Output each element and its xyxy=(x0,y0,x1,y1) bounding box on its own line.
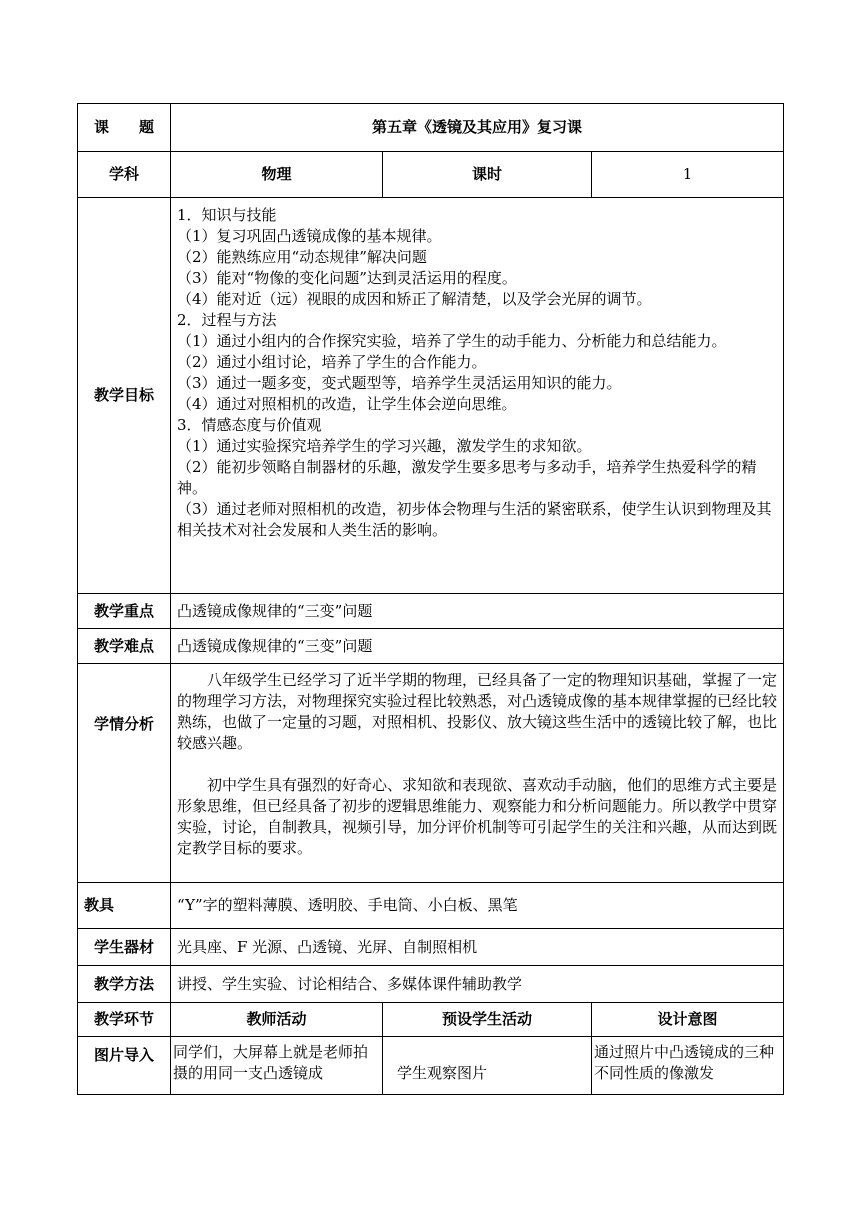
goals-line: （2）通过小组讨论，培养了学生的合作能力。 xyxy=(177,353,487,371)
tools-text: “Y”字的塑料薄膜、透明胶、手电筒、小白板、黑笔 xyxy=(171,883,784,929)
teacher-activity-header: 教师活动 xyxy=(171,1003,383,1037)
key-point-label: 教学重点 xyxy=(78,594,171,629)
method-label: 教学方法 xyxy=(78,966,171,1003)
subject-value: 物理 xyxy=(171,152,383,198)
subject-label: 学科 xyxy=(78,152,171,198)
equipment-text: 光具座、F 光源、凸透镜、光屏、自制照相机 xyxy=(171,929,784,966)
stage-header: 教学环节 xyxy=(78,1003,171,1037)
goals-row xyxy=(78,198,784,594)
goals-content xyxy=(171,198,784,594)
tools-label: 教具 xyxy=(78,883,171,929)
goals-line: 2．过程与方法 xyxy=(177,311,277,329)
tools-row xyxy=(78,883,784,929)
goals-line: （2）能熟练应用“动态规律”解决问题 xyxy=(177,248,427,266)
equipment-row xyxy=(78,929,784,966)
difficulty-label: 教学难点 xyxy=(78,629,171,664)
method-text: 讲授、学生实验、讨论相结合、多媒体课件辅助教学 xyxy=(171,966,784,1003)
topic-label: 课 题 xyxy=(78,104,171,152)
goals-line: （1）复习巩固凸透镜成像的基本规律。 xyxy=(177,227,442,245)
goals-line: 3．情感态度与价值观 xyxy=(177,416,322,434)
analysis-paragraph: 初中学生具有强烈的好奇心、求知欲和表现欲、喜欢动手动脑，他们的思维方式主要是形象思维，但已经具备了初步的逻辑思维能力、观察能力和分析问题能力。所以教学中贯穿实验，讨论，自制教具，视频引导，加分评价机制等可引起学生的关注和兴趣，从而达到既定教学目标的要求。 xyxy=(177,776,778,857)
analysis-label: 学情分析 xyxy=(78,664,171,883)
lesson-plan-table xyxy=(77,103,784,1095)
analysis-paragraph: 八年级学生已经学习了近半学期的物理，已经具备了一定的物理知识基础，掌握了一定的物理学习方法，对物理探究实验过程比较熟悉，对凸透镜成像的基本规律掌握的已经比较熟练，也做了一定量的习题，对照相机、投影仪、放大镜这些生活中的透镜比较了解，也比较感兴趣。 xyxy=(177,671,778,752)
goals-line: （3）通过老师对照相机的改造，初步体会物理与生活的紧密联系，使学生认识到物理及其相关技术对社会发展和人类生活的影响。 xyxy=(177,500,772,539)
period-value: 1 xyxy=(592,152,784,198)
topic-title: 第五章《透镜及其应用》复习课 xyxy=(171,104,784,152)
equipment-label: 学生器材 xyxy=(78,929,171,966)
goals-line: （3）通过一题多变，变式题型等，培养学生灵活运用知识的能力。 xyxy=(177,374,622,392)
key-point-row xyxy=(78,594,784,629)
analysis-content xyxy=(171,664,784,883)
analysis-row xyxy=(78,664,784,883)
goals-line: （2）能初步领略自制器材的乐趣，激发学生要多思考与多动手，培养学生热爱科学的精神。 xyxy=(177,458,757,497)
subject-row xyxy=(78,152,784,198)
period-label: 课时 xyxy=(383,152,592,198)
design-intent-header: 设计意图 xyxy=(592,1003,784,1037)
teacher-activity-cell: 同学们，大屏幕上就是老师拍摄的用同一支凸透镜成 xyxy=(171,1037,383,1095)
student-activity-header: 预设学生活动 xyxy=(383,1003,592,1037)
goals-line: （1）通过小组内的合作探究实验，培养了学生的动手能力、分析能力和总结能力。 xyxy=(177,332,727,350)
method-row xyxy=(78,966,784,1003)
process-header-row xyxy=(78,1003,784,1037)
key-point-text: 凸透镜成像规律的“三变”问题 xyxy=(171,594,784,629)
goals-line: （4）通过对照相机的改造，让学生体会逆向思维。 xyxy=(177,395,517,413)
difficulty-text: 凸透镜成像规律的“三变”问题 xyxy=(171,629,784,664)
student-activity-cell: 学生观察图片 xyxy=(383,1037,592,1095)
goals-line: 1．知识与技能 xyxy=(177,206,277,224)
stage-cell: 图片导入 xyxy=(78,1037,171,1095)
difficulty-row xyxy=(78,629,784,664)
topic-row xyxy=(78,104,784,152)
table-row xyxy=(78,1037,784,1095)
goals-line: （3）能对“物像的变化问题”达到灵活运用的程度。 xyxy=(177,269,517,287)
goals-label: 教学目标 xyxy=(78,198,171,594)
goals-line: （1）通过实验探究培养学生的学习兴趣，激发学生的求知欲。 xyxy=(177,437,592,455)
design-intent-cell: 通过照片中凸透镜成的三种不同性质的像激发 xyxy=(592,1037,784,1095)
goals-line: （4）能对近（远）视眼的成因和矫正了解清楚，以及学会光屏的调节。 xyxy=(177,290,652,308)
